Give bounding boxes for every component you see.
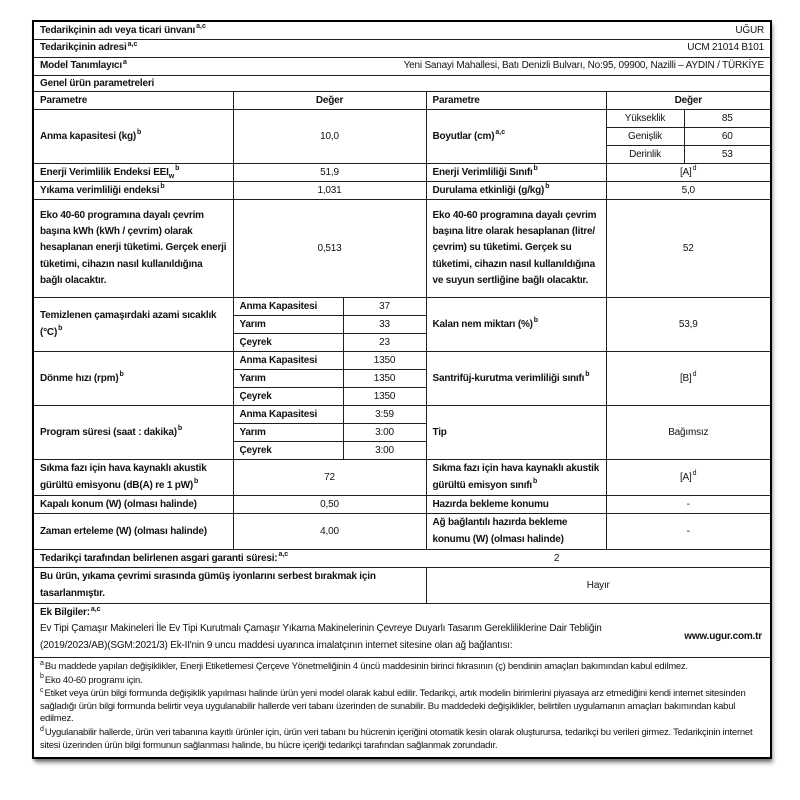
max-temperature-label: Temizlenen çamaşırdaki azami sıcaklık $(^\circ C)^b$	[33, 298, 233, 352]
eei-value: 51,9	[233, 164, 426, 182]
delay-start-row	[33, 514, 771, 550]
capacity-label: Anma kapasitesi (kg)$^b$	[33, 110, 233, 164]
load-name: Çeyrek	[233, 442, 343, 460]
remaining-moisture-value: 53,9	[606, 298, 771, 352]
wash-index-label: Yıkama verimliliği endeksi$^b$	[33, 182, 233, 200]
additional-info-title: Ek Bilgiler:$^{a,c}$	[40, 605, 101, 618]
load-name: Yarım	[233, 370, 343, 388]
dimensions-label: Boyutlar (cm)$^{a,c}$	[426, 110, 606, 164]
energy-consumption-value: 0,513	[233, 200, 426, 298]
noise-row	[33, 460, 771, 496]
capacity-value: 10,0	[233, 110, 426, 164]
load-value: 1350	[343, 388, 426, 406]
energy-consumption-label: Eko 40-60 programına dayalı çevrim başına kWh (kWh / çevrim) olarak hesaplanan enerji tüketimi. Gerçek enerji tüketimi, cihazın nasıl kullanıldığına bağlı olacaktır.	[33, 200, 233, 298]
load-value: 3:59	[343, 406, 426, 424]
noise-label: Sıkma fazı için hava kaynaklı akustik gürültü emisyonu (dB(A) re 1 pW)$^b$	[33, 460, 233, 496]
footnote-b: $^b$Eko 40-60 programı için.	[40, 673, 143, 686]
column-header-row	[33, 92, 771, 110]
footnote-c: $^c$Etiket veya ürün bilgi formunda değişiklik yapılması halinde ürün yeni model olarak kabul edilir. Tedarikçi, artık modelin birimlerini piyasaya arz etmediğini kendi internet sitesinden sağladığı ürün bilgi formunda belirtir veya uygulanabilir hallerde veri tabanı üzerinden de sunabilir. Bu maddedeki değişiklikler, belirtilen uygulamanın amaçları bakımından kabul edilmez.	[40, 686, 746, 725]
footnote-a: $^a$Bu maddede yapılan değişiklikler, Enerji Etiketlemesi Çerçeve Yönetmeliğinin 4 üncü maddesinin birinci fıkrasının (ç) bendinin amaçları bakımından kabul edilmez.	[40, 659, 688, 672]
spin-class-label: Santrifüj-kurutma verimliliği sınıfı$^b$	[426, 352, 606, 406]
section-title-row	[33, 75, 771, 92]
capacity-dimensions-row	[33, 110, 771, 128]
model-identifier-label: Model Tanımlayıcı$^a$	[40, 58, 127, 72]
spin-class-value: $[B]^d$	[606, 352, 771, 406]
dimension-name: Yükseklik	[606, 110, 684, 128]
load-name: Anma Kapasitesi	[233, 406, 343, 424]
eco-consumption-row	[33, 200, 771, 298]
load-name: Çeyrek	[233, 334, 343, 352]
silver-ions-label: Bu ürün, yıkama çevrimi sırasında gümüş iyonlarını serbest bırakmak için tasarlanmıştır.	[33, 568, 426, 604]
wash-index-row	[33, 182, 771, 200]
noise-value: 72	[233, 460, 426, 496]
remaining-moisture-label: Kalan nem miktarı (%)$^b$	[426, 298, 606, 352]
col-header-parametre-left: Parametre	[33, 92, 233, 110]
wash-index-value: 1,031	[233, 182, 426, 200]
duration-row	[33, 406, 771, 424]
dimension-name: Genişlik	[606, 128, 684, 146]
supplier-address-row	[33, 39, 771, 57]
product-fiche	[32, 20, 770, 759]
section-title: Genel ürün parametreleri	[33, 75, 771, 92]
max-temperature-row	[33, 298, 771, 316]
col-header-parametre-right: Parametre	[426, 92, 606, 110]
manufacturer-website-url: www.ugur.com.tr	[684, 630, 762, 642]
energy-class-label: Enerji Verimliliği Sınıfı$^b$	[426, 164, 606, 182]
additional-info-row	[33, 604, 771, 658]
warranty-value: 2	[343, 550, 771, 568]
supplier-address-value: UCM 21014 B101	[687, 42, 764, 54]
off-mode-row	[33, 496, 771, 514]
energy-class-value: $[A]^d$	[606, 164, 771, 182]
load-value: 3:00	[343, 442, 426, 460]
col-header-deger-left: Değer	[233, 92, 426, 110]
load-value: 1350	[343, 370, 426, 388]
supplier-name-row	[33, 21, 771, 39]
col-header-deger-right: Değer	[606, 92, 771, 110]
dimension-value: 85	[684, 110, 771, 128]
water-consumption-label: Eko 40-60 programına dayalı çevrim başına litre olarak hesaplanan (litre/çevrim) su tüketimi. Gerçek su tüketimi, cihazın nasıl kullanıldığına ve suyun sertliğine bağlı olacaktır.	[426, 200, 606, 298]
rinse-label: Durulama etkinliği $(g/kg)^b$	[426, 182, 606, 200]
type-value: Bağımsız	[606, 406, 771, 460]
supplier-address-label: Tedarikçinin adresi$^{a,c}$	[40, 40, 138, 54]
model-identifier-row	[33, 57, 771, 75]
off-mode-label: Kapalı konum (W) (olması halinde)	[33, 496, 233, 514]
noise-class-value: $[A]^d$	[606, 460, 771, 496]
load-value: 1350	[343, 352, 426, 370]
load-value: 3:00	[343, 424, 426, 442]
silver-ions-row	[33, 568, 771, 604]
load-value: 37	[343, 298, 426, 316]
networked-standby-value: -	[606, 514, 771, 550]
dimension-name: Derinlik	[606, 146, 684, 164]
standby-value: -	[606, 496, 771, 514]
supplier-name-value: UĞUR	[735, 24, 764, 36]
supplier-name-label: Tedarikçinin adı veya ticari ünvanı$^{a,c}$	[40, 23, 206, 36]
off-mode-value: 0,50	[233, 496, 426, 514]
type-label: Tip	[426, 406, 606, 460]
delay-start-label: Zaman erteleme (W) (olması halinde)	[33, 514, 233, 550]
spin-speed-row	[33, 352, 771, 370]
standby-label: Hazırda bekleme konumu	[426, 496, 606, 514]
eei-row	[33, 164, 771, 182]
load-name: Yarım	[233, 424, 343, 442]
product-fiche-table	[32, 20, 772, 759]
duration-label: Program süresi (saat : dakika)$^b$	[33, 406, 233, 460]
delay-start-value: 4,00	[233, 514, 426, 550]
load-name: Yarım	[233, 316, 343, 334]
warranty-label: Tedarikçi tarafından belirlenen asgari garanti süresi:$^{a,c}$	[33, 550, 343, 568]
dimension-value: 53	[684, 146, 771, 164]
load-value: 23	[343, 334, 426, 352]
water-consumption-value: 52	[606, 200, 771, 298]
warranty-row	[33, 550, 771, 568]
dimension-value: 60	[684, 128, 771, 146]
load-name: Çeyrek	[233, 388, 343, 406]
additional-info-text: Ev Tipi Çamaşır Makineleri İle Ev Tipi Kurutmalı Çamaşır Yıkama Makinelerinin Çevreye Duyarlı Tasarım Gerekliliklerine Dair Tebliğin (2019/2023/AB)(SGM:2021/3) Ek-II'nin 9 uncu maddesi uyarınca imalatçının internet sitesine olan ağ bağlantısı:	[40, 622, 602, 651]
footnote-marker: a	[123, 58, 127, 66]
networked-standby-label: Ağ bağlantılı hazırda bekleme konumu (W) (olması halinde)	[426, 514, 606, 550]
load-value: 33	[343, 316, 426, 334]
spin-speed-label: Dönme hızı (rpm)$^b$	[33, 352, 233, 406]
footnotes-row	[33, 657, 771, 758]
rinse-value: 5,0	[606, 182, 771, 200]
silver-ions-value: Hayır	[426, 568, 771, 604]
footnote-d: $^d$Uygulanabilir hallerde, ürün veri tabanına kayıtlı ürünler için, ürün veri tabanı bu hücrenin içeriğini otomatik kesin olarak oluşturursa, tedarikçi bu verileri girmez. Tedarikçinin internet sitesi üzerinden ürün bilgi formunun sağlanması halinde, bu hücre içeriği tedarikçi tarafından sağlanmak zorundadır.	[40, 725, 753, 751]
load-name: Anma Kapasitesi	[233, 298, 343, 316]
model-identifier-value: Yeni Sanayi Mahallesi, Batı Denizli Bulvarı, No:95, 09900, Nazilli – AYDIN / TÜRKİYE	[403, 60, 764, 72]
footnote-marker: a,c	[127, 40, 138, 48]
noise-class-label: Sıkma fazı için hava kaynaklı akustik gürültü emisyon sınıfı$^b$	[426, 460, 606, 496]
footnote-marker: a,c	[196, 23, 206, 31]
load-name: Anma Kapasitesi	[233, 352, 343, 370]
eei-label: Enerji Verimlilik Endeksi $EEI_w^b$	[33, 164, 233, 182]
